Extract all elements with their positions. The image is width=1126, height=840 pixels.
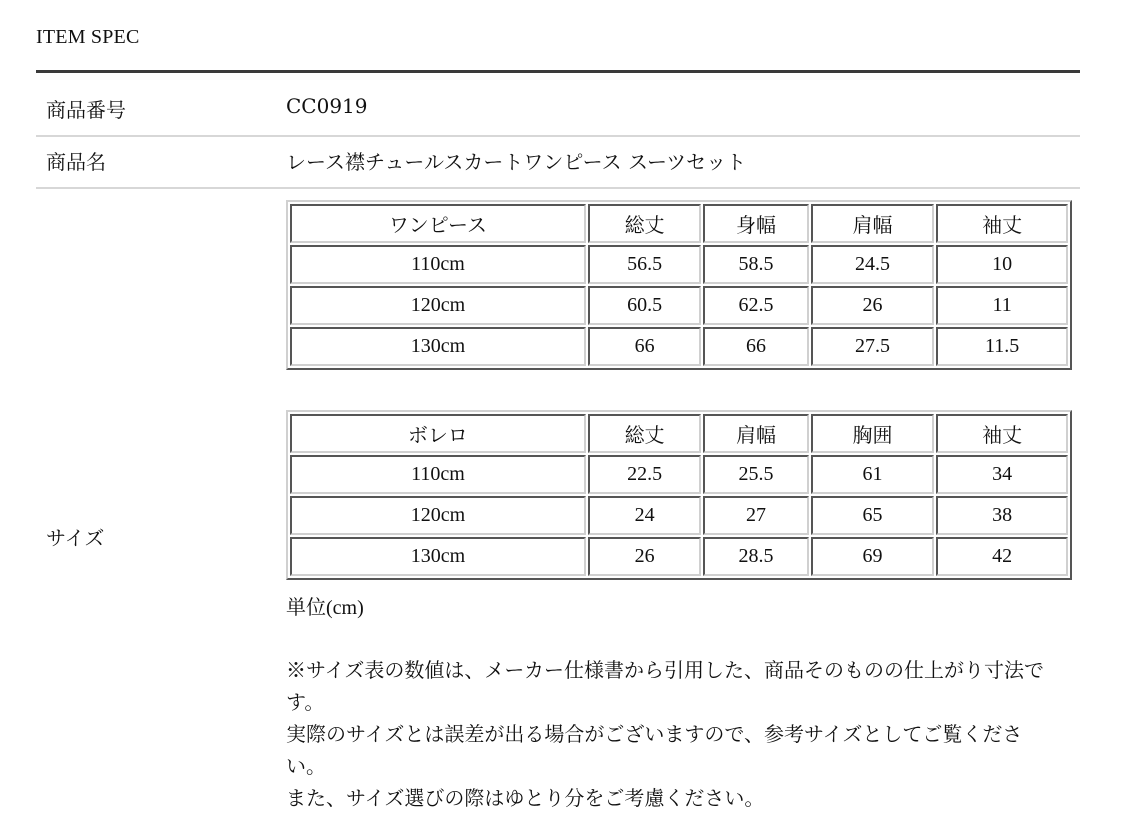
- table-cell: 22.5: [588, 455, 701, 494]
- table-row: [290, 286, 1068, 325]
- table-header-cell: 胸囲: [811, 414, 935, 453]
- note-line: す。: [286, 690, 325, 714]
- table-header-cell: ワンピース: [290, 204, 586, 243]
- table-row: [290, 496, 1068, 535]
- table-header-cell: 肩幅: [811, 204, 935, 243]
- table-cell: 110cm: [290, 455, 586, 494]
- table-cell: 38: [936, 496, 1068, 535]
- table-row: [290, 537, 1068, 576]
- note-line: また、サイズ選びの際はゆとり分をご考慮ください。: [286, 786, 765, 810]
- table-cell: 11: [936, 286, 1068, 325]
- heading-divider: [36, 70, 1080, 73]
- table-cell: 120cm: [290, 496, 586, 535]
- product-name-label: 商品名: [46, 150, 106, 174]
- table-header-row: [290, 204, 1068, 243]
- table-header-cell: 肩幅: [703, 414, 808, 453]
- size-notes: [286, 654, 1086, 814]
- table-row: [290, 455, 1068, 494]
- table-cell: 28.5: [703, 537, 808, 576]
- table-cell: 11.5: [936, 327, 1068, 366]
- table-cell: 24: [588, 496, 701, 535]
- table-cell: 130cm: [290, 327, 586, 366]
- table-cell: 27: [703, 496, 808, 535]
- table-cell: 58.5: [703, 245, 808, 284]
- table-cell: 56.5: [588, 245, 701, 284]
- table-cell: 110cm: [290, 245, 586, 284]
- table-header-cell: ボレロ: [290, 414, 586, 453]
- table-header-row: [290, 414, 1068, 453]
- unit-note: 単位(cm): [286, 597, 364, 619]
- table-header-cell: 総丈: [588, 414, 701, 453]
- table-header-cell: 袖丈: [936, 204, 1068, 243]
- table-header-cell: 身幅: [703, 204, 808, 243]
- table-cell: 26: [588, 537, 701, 576]
- product-name-value: レース襟チュールスカートワンピース スーツセット: [286, 150, 747, 174]
- table-cell: 26: [811, 286, 935, 325]
- table-cell: 61: [811, 455, 935, 494]
- note-line: 実際のサイズとは誤差が出る場合がございますので、参考サイズとしてご覧くださ: [286, 722, 1023, 746]
- table-row: [290, 245, 1068, 284]
- dress-size-table: [286, 200, 1072, 370]
- table-cell: 120cm: [290, 286, 586, 325]
- table-cell: 60.5: [588, 286, 701, 325]
- size-label: サイズ: [46, 526, 105, 550]
- row-divider: [36, 187, 1080, 189]
- page-title: ITEM SPEC: [36, 26, 140, 48]
- table-cell: 25.5: [703, 455, 808, 494]
- product-number-value: CC0919: [286, 94, 368, 118]
- table-cell: 62.5: [703, 286, 808, 325]
- row-divider: [36, 135, 1080, 137]
- table-cell: 65: [811, 496, 935, 535]
- table-header-cell: 総丈: [588, 204, 701, 243]
- table-cell: 69: [811, 537, 935, 576]
- note-line: い。: [286, 754, 326, 778]
- table-header-cell: 袖丈: [936, 414, 1068, 453]
- bolero-size-table: [286, 410, 1072, 580]
- table-cell: 34: [936, 455, 1068, 494]
- table-cell: 10: [936, 245, 1068, 284]
- note-line: ※サイズ表の数値は、メーカー仕様書から引用した、商品そのものの仕上がり寸法で: [286, 658, 1044, 682]
- table-cell: 66: [588, 327, 701, 366]
- table-row: [290, 327, 1068, 366]
- table-cell: 130cm: [290, 537, 586, 576]
- table-cell: 27.5: [811, 327, 935, 366]
- table-cell: 42: [936, 537, 1068, 576]
- table-cell: 66: [703, 327, 808, 366]
- table-cell: 24.5: [811, 245, 935, 284]
- product-number-label: 商品番号: [46, 98, 126, 122]
